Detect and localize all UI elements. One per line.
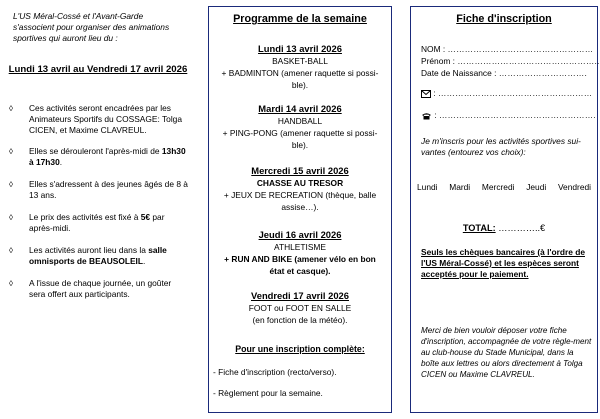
day-date: Mardi 14 avril 2026: [258, 103, 342, 114]
date-naissance-field[interactable]: Date de Naissance : ………………………….: [421, 68, 588, 78]
prenom-field[interactable]: Prénom : …………………………………………..: [421, 56, 600, 66]
day-block: Lundi 13 avril 2026 BASKET-BALL + BADMINTON (amener raquette si possi- ble).: [213, 43, 387, 91]
day-choices: [417, 182, 591, 192]
diamond-outline-icon: ◊: [9, 180, 13, 189]
email-field[interactable]: : ………………………………………………: [421, 88, 592, 98]
day-block: Mardi 14 avril 2026 HANDBALL + PING-PONG (amener raquette si possi- ble).: [213, 103, 387, 151]
telephone-icon: [421, 112, 432, 120]
diamond-outline-icon: ◊: [9, 279, 13, 288]
day-block: Jeudi 16 avril 2026 ATHLETISME + RUN AND BIKE (amener vélo en bon état et casque).: [213, 229, 387, 277]
day-choice-jeudi[interactable]: Jeudi: [526, 182, 547, 192]
day-block: Mercredi 15 avril 2026 CHASSE AU TRESOR + JEUX DE RECREATION (thèque, balle assise…).: [213, 165, 387, 213]
day-block: Vendredi 17 avril 2026 FOOT ou FOOT EN SALLE (en fonction de la météo).: [213, 290, 387, 326]
bullet-item: ◊ Les activités auront lieu dans la salle omnisports de BEAUSOLEIL.: [9, 245, 167, 266]
diamond-outline-icon: ◊: [9, 104, 13, 113]
intro-text: L'US Méral-Cossé et l'Avant-Garde s'associent pour organiser des animations sportives qui auront lieu du :: [13, 11, 170, 43]
day-choice-vendredi[interactable]: Vendredi: [557, 182, 591, 192]
day-date: Mercredi 15 avril 2026: [251, 165, 349, 176]
choose-instructions: Je m'inscris pour les activités sportives sui-vantes (entourez vos choix):: [421, 136, 581, 157]
bullet-item: ◊ Elles se dérouleront l'après-midi de 13h30 à 17h30.: [9, 146, 186, 167]
diamond-outline-icon: ◊: [9, 147, 13, 156]
intro-column: [2, 6, 190, 413]
requirement-item: - Fiche d'inscription (recto/verso).: [213, 367, 337, 377]
day-choice-mardi[interactable]: Mardi: [449, 182, 471, 192]
day-date: Jeudi 16 avril 2026: [258, 229, 342, 240]
deposit-instructions: Merci de bien vouloir déposer votre fiche d'inscription, accompagnée de votre règle-ment au club-house du Stade Municipal, dans la boîte aux lettres ou alors directement à Tolga CICEN ou Maxime CLAVREUL.: [421, 326, 592, 379]
total-field[interactable]: TOTAL: …………..€: [462, 223, 546, 233]
fiche-column: [410, 6, 598, 413]
bullet-item: ◊ A l'issue de chaque journée, un goûter sera offert aux participants.: [9, 278, 172, 299]
payment-note: Seuls les chèques bancaires (à l'ordre de l'US Méral-Cossé) et les espèces seront acceptés pour le paiement.: [421, 247, 585, 279]
day-choice-lundi[interactable]: Lundi: [417, 182, 438, 192]
bullet-item: ◊ Le prix des activités est fixé à 5€ par après-midi.: [9, 212, 165, 233]
telephone-field[interactable]: : ……………………………………………….: [421, 110, 596, 120]
day-date: Lundi 13 avril 2026: [258, 43, 342, 54]
bullet-item: ◊ Ces activités seront encadrées par les Animateurs Sportifs du COSSAGE: Tolga CICEN, et Maxime CLAVREUL.: [9, 103, 182, 135]
day-choice-mercredi[interactable]: Mercredi: [481, 182, 515, 192]
envelope-icon: [421, 90, 431, 98]
inscription-title: Pour une inscription complète:: [235, 344, 365, 354]
event-dates: Lundi 13 avril au Vendredi 17 avril 2026: [8, 64, 188, 75]
diamond-outline-icon: ◊: [9, 213, 13, 222]
programme-title: Programme de la semaine: [233, 13, 367, 25]
diamond-outline-icon: ◊: [9, 246, 13, 255]
nom-field[interactable]: NOM : ……………………………………………: [421, 44, 594, 54]
bullet-item: ◊ Elles s'adressent à des jeunes âgés de 8 à 13 ans.: [9, 179, 188, 200]
programme-column: [208, 6, 392, 413]
requirement-item: - Règlement pour la semaine.: [213, 388, 323, 398]
day-date: Vendredi 17 avril 2026: [251, 290, 349, 301]
fiche-title: Fiche d'inscription: [456, 13, 552, 25]
